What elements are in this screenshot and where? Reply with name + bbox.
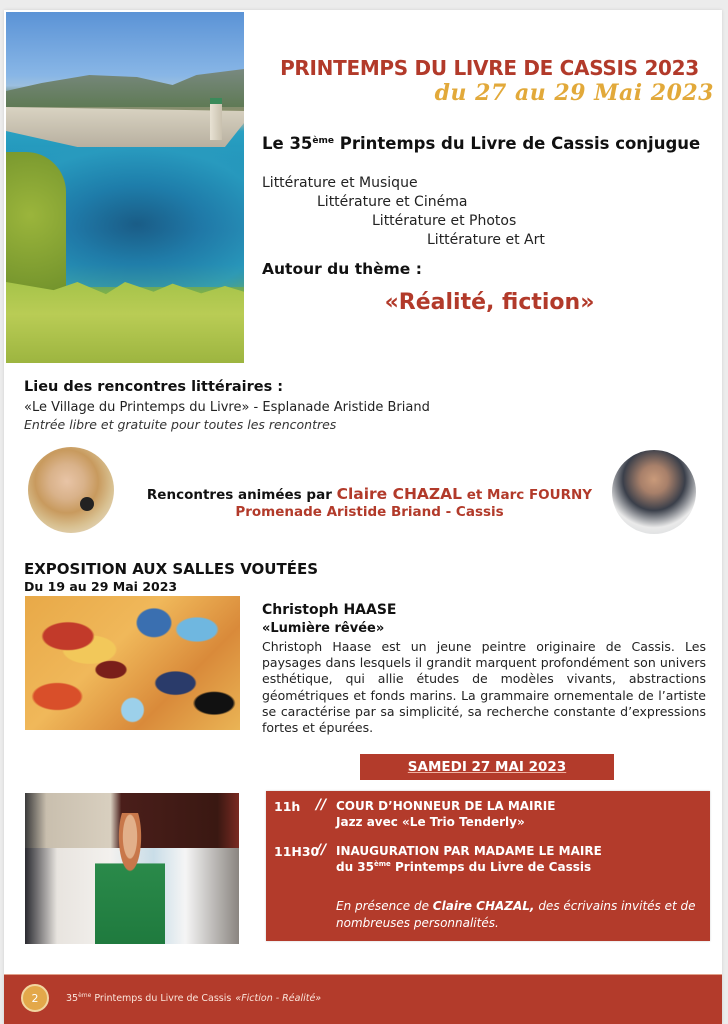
subtitle-prefix: du 35 bbox=[336, 860, 375, 874]
event-time: 11H30 bbox=[274, 844, 320, 859]
note-prefix: En présence de bbox=[336, 899, 433, 913]
event-time: 11h bbox=[274, 799, 301, 814]
subtitle-suffix: Printemps du Livre de Cassis bbox=[390, 860, 592, 874]
intro-suffix: Printemps du Livre de Cassis conjugue bbox=[334, 134, 701, 153]
hosts-line bbox=[122, 485, 617, 503]
host-name: Claire CHAZAL bbox=[336, 485, 463, 503]
exhibition-title: EXPOSITION AUX SALLES VOUTÉES bbox=[24, 560, 319, 578]
photo-lighthouse bbox=[210, 98, 222, 140]
event-note bbox=[336, 898, 706, 931]
discipline-line: Littérature et Photos bbox=[372, 213, 517, 229]
discipline-line: Littérature et Art bbox=[427, 232, 545, 248]
photo-speaker bbox=[95, 813, 165, 944]
theme-value: «Réalité, fiction» bbox=[384, 290, 595, 315]
footer-ordinal: ème bbox=[78, 992, 92, 999]
event-separator: // bbox=[316, 797, 327, 813]
avatar-marc-fourny bbox=[612, 450, 696, 534]
artist-name: Christoph HAASE bbox=[262, 602, 397, 618]
page-number-badge: 2 bbox=[21, 984, 49, 1012]
day-banner bbox=[360, 754, 614, 780]
footer-main: Printemps du Livre de Cassis bbox=[91, 993, 232, 1004]
discipline-line: Littérature et Cinéma bbox=[317, 194, 468, 210]
inauguration-photo bbox=[25, 793, 239, 944]
discipline-line: Littérature et Musique bbox=[262, 175, 418, 191]
program-box bbox=[266, 791, 710, 941]
avatar-claire-chazal bbox=[28, 447, 114, 533]
photo-mountains bbox=[6, 67, 244, 107]
artwork-title: «Lumière rêvée» bbox=[262, 621, 385, 636]
intro-ordinal: ème bbox=[312, 136, 335, 146]
photo-harbor bbox=[6, 107, 244, 147]
day-label: SAMEDI 27 MAI 2023 bbox=[407, 759, 567, 775]
page-footer bbox=[4, 974, 722, 1024]
subtitle-ordinal: ème bbox=[374, 860, 391, 868]
note-suffix: des écrivains invités et de nombreuses personnalités. bbox=[336, 899, 696, 930]
event-subtitle bbox=[336, 860, 591, 874]
photo-shrubs bbox=[6, 282, 244, 363]
host-name: Marc FOURNY bbox=[487, 487, 593, 503]
event-subtitle: Jazz avec «Le Trio Tenderly» bbox=[336, 815, 525, 829]
intro-prefix: Le 35 bbox=[262, 134, 313, 153]
event-title: COUR D’HONNEUR DE LA MAIRIE bbox=[336, 799, 556, 813]
exhibition-dates: Du 19 au 29 Mai 2023 bbox=[24, 579, 178, 594]
intro-heading bbox=[262, 134, 722, 153]
event-title: INAUGURATION PAR MADAME LE MAIRE bbox=[336, 844, 602, 858]
footer-theme: «Fiction - Réalité» bbox=[235, 993, 322, 1004]
venue-place: «Le Village du Printemps du Livre» - Esplanade Aristide Briand bbox=[24, 400, 430, 415]
note-name: Claire CHAZAL, bbox=[432, 899, 535, 913]
page-title: PRINTEMPS DU LIVRE DE CASSIS 2023 bbox=[280, 56, 699, 80]
artwork-image bbox=[25, 596, 240, 730]
artist-bio: Christoph Haase est un jeune peintre originaire de Cassis. Les paysages dans lesquels il grandit marquent profondément son univers esthétique, qui allie études de modèles vivants, abstractions géométriques et fonds marins. La grammaire ornementale de l’artiste se caractérise par sa simplicité, sa recherche constante d’expressions fortes et épurées. bbox=[262, 639, 706, 736]
theme-label: Autour du thème : bbox=[262, 260, 422, 278]
venue-note: Entrée libre et gratuite pour toutes les rencontres bbox=[24, 417, 337, 432]
footer-text bbox=[66, 992, 321, 1004]
footer-prefix: 35 bbox=[66, 993, 79, 1004]
event-separator: // bbox=[316, 842, 327, 858]
brochure-page bbox=[4, 10, 722, 1024]
hosts-location: Promenade Aristide Briand - Cassis bbox=[235, 504, 504, 520]
venue-title: Lieu des rencontres littéraires : bbox=[24, 379, 284, 395]
cassis-harbor-photo bbox=[6, 12, 244, 363]
event-dates: du 27 au 29 Mai 2023 bbox=[434, 80, 714, 106]
hosts-connector: et bbox=[462, 487, 488, 503]
hosts-prefix: Rencontres animées par bbox=[146, 487, 337, 503]
